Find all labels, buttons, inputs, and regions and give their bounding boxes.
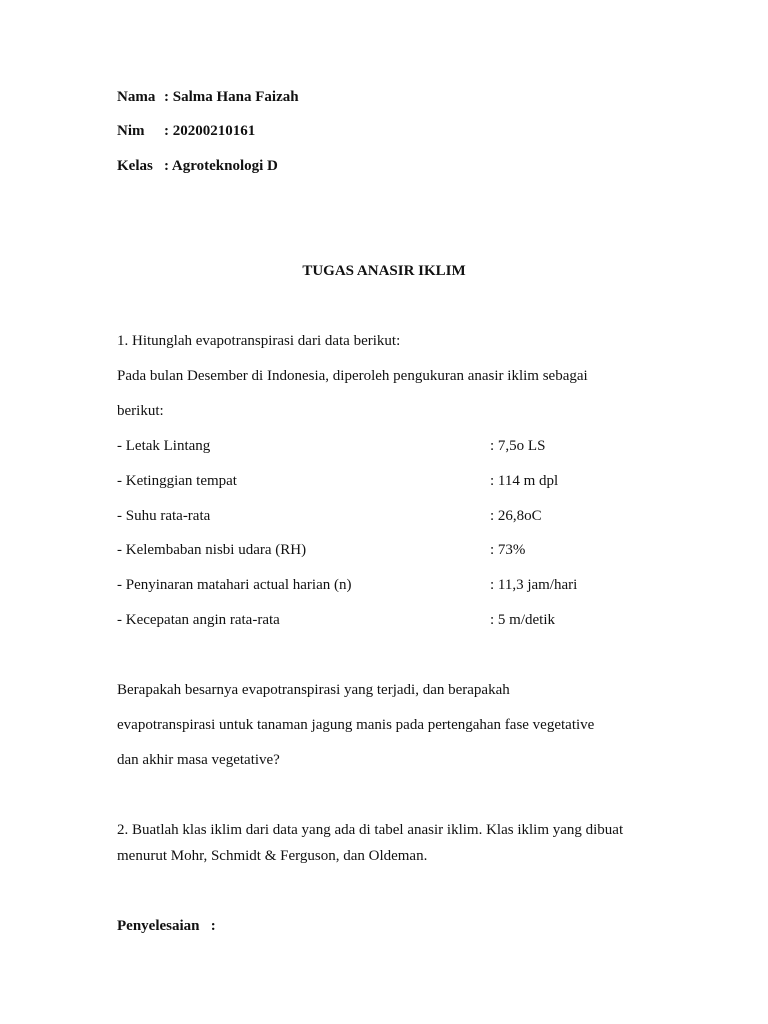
item-value-ketinggian: : 114 m dpl: [490, 473, 559, 489]
item-label-kelembaban: - Kelembaban nisbi udara (RH): [117, 542, 307, 558]
question2-line1: 2. Buatlah klas iklim dari data yang ada di tabel anasir iklim. Klas iklim yang dibuat: [117, 822, 624, 838]
item-value-angin: : 5 m/detik: [490, 612, 555, 628]
question1-question-line3: dan akhir masa vegetative?: [117, 752, 280, 768]
kelas-value: : Agroteknologi D: [164, 158, 278, 174]
question2-line2: menurut Mohr, Schmidt & Ferguson, dan Oldeman.: [117, 848, 428, 864]
nama-row: [117, 88, 299, 106]
item-label-ketinggian: - Ketinggian tempat: [117, 473, 237, 489]
item-value-penyinaran: : 11,3 jam/hari: [490, 577, 578, 593]
page-title: TUGAS ANASIR IKLIM: [302, 263, 466, 279]
question1-intro-line1: Pada bulan Desember di Indonesia, diperoleh pengukuran anasir iklim sebagai: [117, 368, 588, 384]
item-label-letak-lintang: - Letak Lintang: [117, 438, 211, 454]
question1-intro-line2: berikut:: [117, 403, 164, 419]
kelas-label: Kelas: [117, 158, 153, 174]
item-label-suhu: - Suhu rata-rata: [117, 508, 211, 524]
nim-value: : 20200210161: [164, 123, 256, 139]
nama-value: : Salma Hana Faizah: [164, 89, 299, 105]
item-value-kelembaban: : 73%: [490, 542, 526, 558]
nama-label: Nama: [117, 89, 156, 105]
item-label-angin: - Kecepatan angin rata-rata: [117, 612, 280, 628]
solution-heading: Penyelesaian :: [117, 918, 216, 934]
item-value-letak-lintang: : 7,5o LS: [490, 438, 546, 454]
item-value-suhu: : 26,8oC: [490, 508, 542, 524]
question1-question-line1: Berapakah besarnya evapotranspirasi yang terjadi, dan berapakah: [117, 682, 510, 698]
nim-row: [117, 122, 255, 140]
question1-question-line2: evapotranspirasi untuk tanaman jagung manis pada pertengahan fase vegetative: [117, 717, 595, 733]
nim-label: Nim: [117, 123, 145, 139]
kelas-row: [117, 157, 278, 175]
item-label-penyinaran: - Penyinaran matahari actual harian (n): [117, 577, 352, 593]
question1-heading: 1. Hitunglah evapotranspirasi dari data berikut:: [117, 333, 401, 349]
